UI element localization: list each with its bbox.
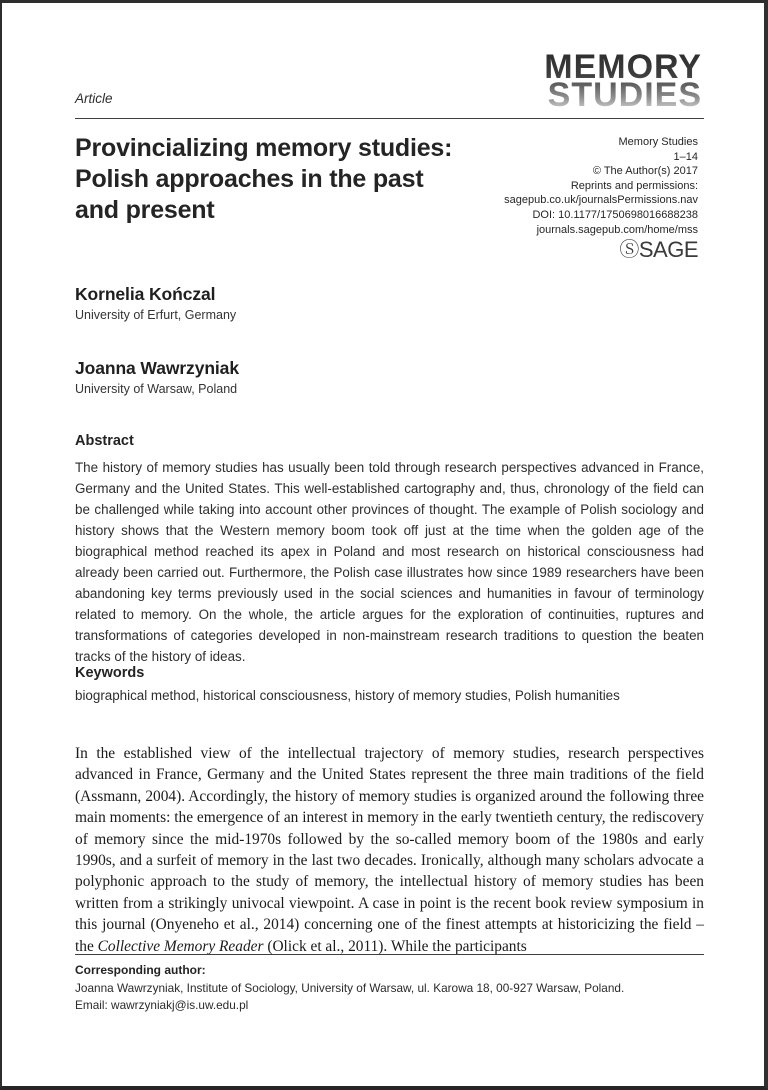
body-text-part-2: (Olick et al., 2011). While the participants bbox=[263, 937, 527, 955]
keywords-text: biographical method, historical consciousness, history of memory studies, Polish humanities bbox=[75, 688, 620, 703]
reprints-label: Reprints and permissions: bbox=[570, 179, 698, 192]
memory-studies-logo bbox=[544, 48, 702, 114]
title-line-2: Polish approaches in the past bbox=[75, 165, 424, 193]
corresponding-author-email: Email: wawrzyniakj@is.uw.edu.pl bbox=[75, 997, 249, 1012]
logo-line-memory: MEMORY bbox=[544, 48, 702, 86]
page-range: 1–14 bbox=[673, 150, 698, 163]
reprints-url: sagepub.co.uk/journalsPermissions.nav bbox=[504, 194, 698, 207]
abstract-section bbox=[75, 433, 704, 667]
keywords-section bbox=[75, 665, 704, 706]
author-1-affiliation: University of Erfurt, Germany bbox=[75, 308, 237, 322]
header-divider bbox=[75, 118, 704, 119]
journal-info-block bbox=[448, 135, 698, 260]
body-text-part-1: In the established view of the intellectual trajectory of memory studies, research perspectives advanced in France, Germany and the United States represent the three main traditions of the field (Assmann, 2004). Accordingly, the history of memory studies is organized around the following three main moments: the emergence of an interest in memory in the early twentieth century, the rediscovery of memory since the mid-1970s followed by the so-called memory boom of the 1980s and early 1990s, and a surfeit of memory in the last two decades. Ironically, although many scholars advocate a polyphonic approach to the study of memory, the intellectual history of memory studies has been written from a strikingly univocal viewpoint. A case in point is the recent book review symposium in this journal (Onyeneho et al., 2014) concerning one of the finest attempts at historicizing the field – the bbox=[75, 745, 704, 955]
doi: DOI: 10.1177/1750698016688238 bbox=[532, 208, 698, 221]
author-1 bbox=[75, 284, 239, 322]
abstract-text: The history of memory studies has usually been told through research perspectives advanced in France, Germany and the United States. This well-established cartography and, thus, chronology of the field can be challenged while taking into account other provinces of thought. The example of Polish sociology and history shows that the Western memory boom took off just at the time when the golden age of the biographical method reached its apex in Poland and most research on historical consciousness had already been carried out. Furthermore, the Polish case illustrates how since 1989 researchers have been abandoning key terms previously used in the social sciences and humanities in favour of terminology related to memory. On the whole, the article argues for the exploration of continuities, ruptures and transformations of categories developed in non-mainstream research traditions to question the beaten tracks of the history of ideas. bbox=[75, 460, 704, 664]
sage-circle-s-icon: Ⓢ bbox=[619, 239, 639, 262]
body-italic-book-title: Collective Memory Reader bbox=[97, 937, 264, 955]
abstract-heading: Abstract bbox=[75, 433, 134, 449]
keywords-heading: Keywords bbox=[75, 665, 145, 681]
logo-line-studies: STUDIES bbox=[547, 76, 702, 114]
author-2-name: Joanna Wawrzyniak bbox=[75, 358, 239, 378]
author-1-name: Kornelia Kończal bbox=[75, 284, 216, 304]
author-2-affiliation: University of Warsaw, Poland bbox=[75, 382, 238, 396]
title-line-3: and present bbox=[75, 196, 215, 224]
copyright-notice: © The Author(s) 2017 bbox=[592, 165, 698, 178]
corresponding-author-heading: Corresponding author: bbox=[75, 963, 206, 977]
author-2 bbox=[75, 358, 239, 396]
corresponding-author-footnote bbox=[75, 954, 704, 1013]
authors-block bbox=[75, 284, 239, 396]
article-type-label: Article bbox=[75, 91, 113, 106]
sage-publisher-logo bbox=[448, 236, 698, 262]
article-body-paragraph bbox=[75, 743, 704, 957]
journal-name: Memory Studies bbox=[618, 136, 698, 148]
corresponding-author-address: Joanna Wawrzyniak, Institute of Sociology, University of Warsaw, ul. Karowa 18, 00-927 Warsaw, Poland. bbox=[75, 981, 625, 995]
journal-homepage-url: journals.sagepub.com/home/mss bbox=[536, 223, 698, 236]
title-line-1: Provincializing memory studies: bbox=[75, 134, 453, 162]
sage-logo-text: SAGE bbox=[638, 236, 698, 262]
